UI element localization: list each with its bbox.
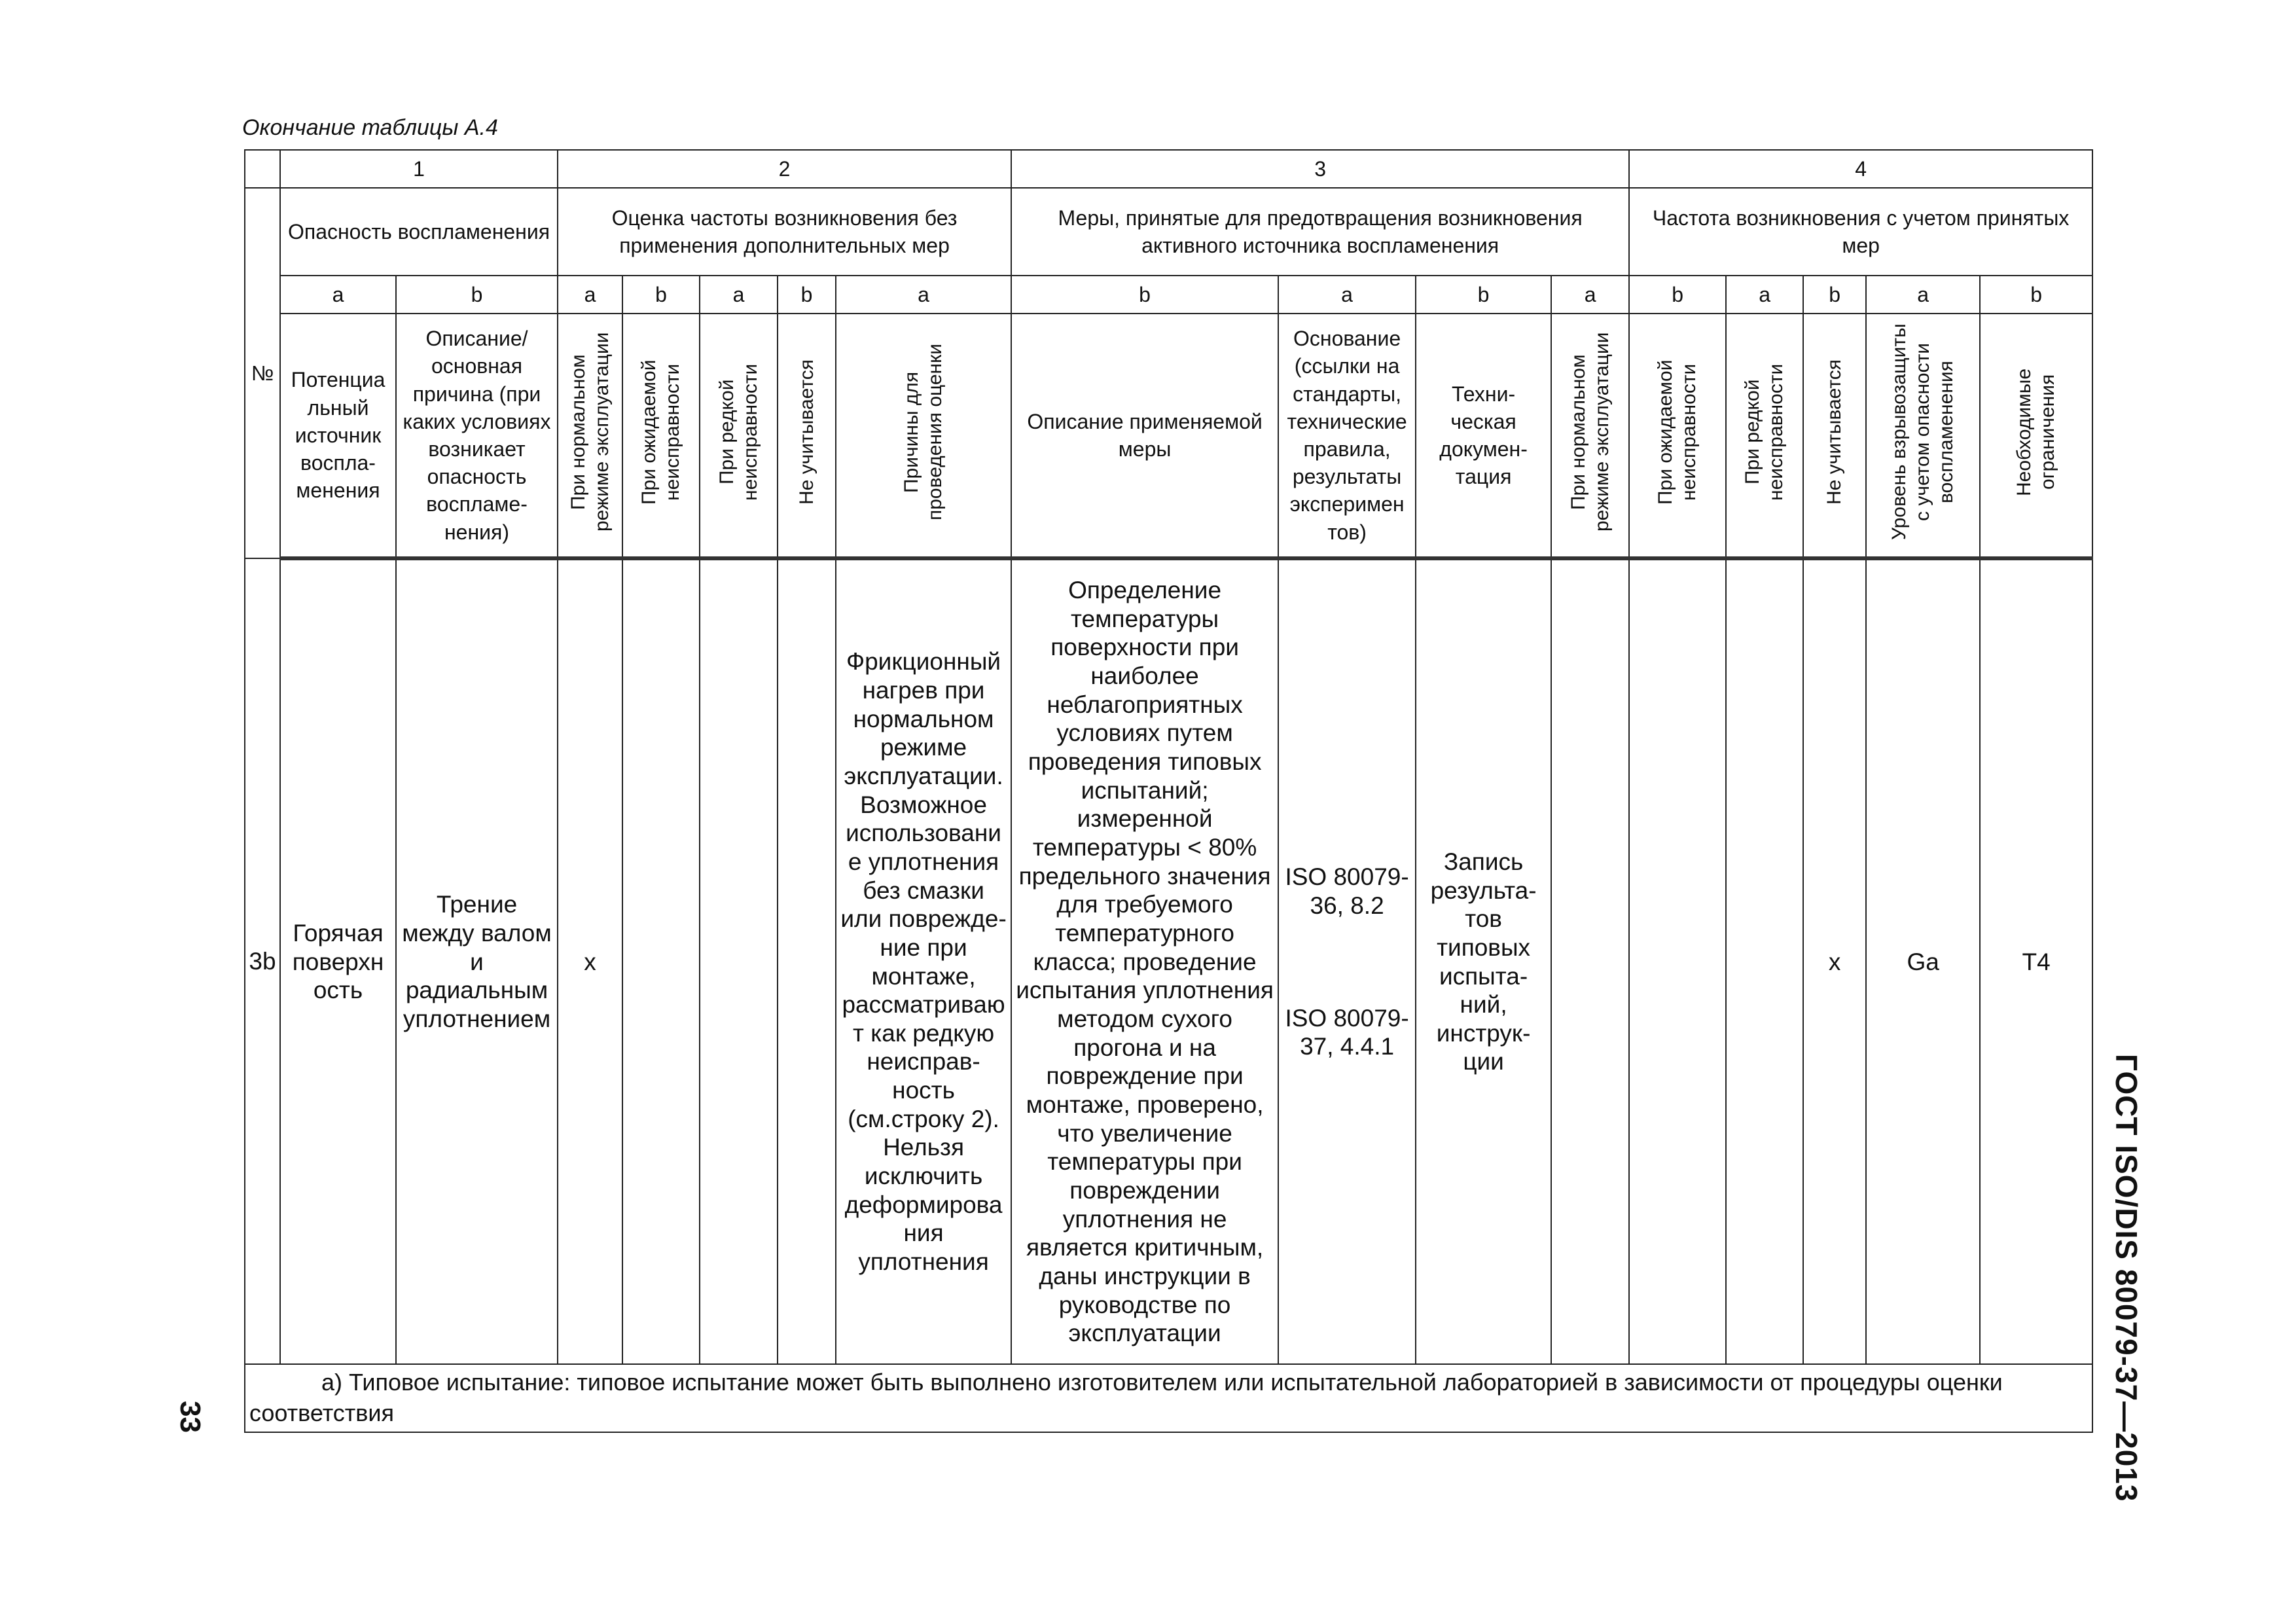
cell-normal-2 <box>1551 558 1629 1364</box>
col-header-description: Описание/ основная причина (при каких условиях возникает опасность воспламе-нения) <box>396 314 558 558</box>
col-header-tech-doc: Техни-ческая докумен-тация <box>1416 314 1551 558</box>
col-header-expected <box>622 314 700 558</box>
footnote-line-1: а) Типовое испытание: типовое испытание может быть выполнено изготовителем или испытательной лабораторией в зависимости от процедуры оценки <box>321 1369 2003 1396</box>
ab-label: b <box>1629 276 1726 314</box>
group-number-row <box>245 150 2092 188</box>
group-title-2: Оценка частоты возникновения без применения дополнительных мер <box>558 188 1011 276</box>
document-designation: ГОСТ ISO/DIS 80079-37—2013 <box>2109 1054 2144 1502</box>
col-header-rare-2-text: При редкой неисправности <box>1742 363 1787 501</box>
group-title-1: Опасность воспламенения <box>280 188 558 276</box>
group-title-3: Меры, принятые для предотвращения возникновения активного источника воспламенения <box>1011 188 1629 276</box>
col-header-not-considered-2-text: Не учитывается <box>1823 359 1846 505</box>
col-header-rare-2 <box>1726 314 1803 558</box>
basis-ref-2: ISO 80079-37, 4.4.1 <box>1285 1004 1409 1060</box>
cell-description: Трение между валом и радиальным уплотнением <box>396 558 558 1364</box>
col-header-not-considered <box>778 314 836 558</box>
col-header-rare <box>700 314 778 558</box>
group-title-row <box>245 188 2092 276</box>
cell-not-considered-2: x <box>1803 558 1866 1364</box>
col-header-epl-text: Уровень взрывозащиты с учетом опасности воспламенения <box>1888 323 1958 541</box>
ab-label: a <box>280 276 396 314</box>
ab-label: a <box>1866 276 1980 314</box>
cell-expected-2 <box>1629 558 1726 1364</box>
footnote-line-2: соответствия <box>249 1399 394 1426</box>
group-number-2: 2 <box>558 150 1011 188</box>
table-row <box>245 558 2092 1364</box>
col-header-normal-2-text: При нормальном режиме эксплуатации <box>1567 332 1613 532</box>
col-header-reasons-text: Причины для проведения оценки <box>901 343 946 520</box>
cell-epl: Ga <box>1866 558 1980 1364</box>
ab-label: a <box>836 276 1011 314</box>
ab-label: b <box>396 276 558 314</box>
ab-label: a <box>1551 276 1629 314</box>
basis-ref-1: ISO 80079-36, 8.2 <box>1285 863 1409 919</box>
col-header-potential-source: Потенциа льный источник воспла-менения <box>280 314 396 558</box>
cell-source: Горячая поверхн ость <box>280 558 396 1364</box>
cell-rare-2 <box>1726 558 1803 1364</box>
col-header-no: № <box>245 188 280 558</box>
corner-cell <box>245 150 280 188</box>
ab-label: a <box>700 276 778 314</box>
ab-label: b <box>1011 276 1278 314</box>
col-header-not-considered-2 <box>1803 314 1866 558</box>
col-header-expected-text: При ожидаемой неисправности <box>638 359 684 505</box>
col-header-reasons <box>836 314 1011 558</box>
cell-restrictions: T4 <box>1980 558 2092 1364</box>
ab-label: b <box>622 276 700 314</box>
col-header-expected-2-text: При ожидаемой неисправности <box>1655 359 1700 505</box>
group-number-4: 4 <box>1629 150 2092 188</box>
column-header-row <box>245 314 2092 558</box>
ab-label-row <box>245 276 2092 314</box>
ab-label: b <box>778 276 836 314</box>
ab-label: b <box>1980 276 2092 314</box>
col-header-not-considered-text: Не учитывается <box>795 359 817 505</box>
ab-label: a <box>1726 276 1803 314</box>
cell-normal: x <box>558 558 622 1364</box>
table-caption: Окончание таблицы А.4 <box>242 115 498 140</box>
col-header-measure-desc: Описание применяемой меры <box>1011 314 1278 558</box>
cell-tech-doc: Запись результа-тов типовых испыта-ний, инструк-ции <box>1416 558 1551 1364</box>
col-header-normal <box>558 314 622 558</box>
cell-no: 3b <box>245 558 280 1364</box>
cell-not-considered <box>778 558 836 1364</box>
footnote <box>245 1364 2092 1432</box>
group-number-3: 3 <box>1011 150 1629 188</box>
ab-label: b <box>1803 276 1866 314</box>
cell-reasons: Фрикционный нагрев при нормальном режиме эксплуатации. Возможное использовани е уплотнения без смазки или поврежде-ние при монтаже, рассматриваю т как редкую неисправ-ность (см.строку 2). Нельзя исключить деформирова ния уплотнения <box>836 558 1011 1364</box>
col-header-basis: Основание (ссылки на стандарты, технические правила, результаты эксперимен тов) <box>1278 314 1416 558</box>
group-title-4: Частота возникновения с учетом принятых мер <box>1629 188 2092 276</box>
cell-measure: Определение температуры поверхности при наиболее неблагоприятных условиях путем проведения типовых испытаний; измеренной температуры < 80% предельного значения для требуемого температурного класса; проведение испытания уплотнения методом сухого прогона и на повреждение при монтаже, проверено, что увеличение температуры при повреждении уплотнения не является критичным, даны инструкции в руководстве по эксплуатации <box>1011 558 1278 1364</box>
cell-expected <box>622 558 700 1364</box>
page-number: 33 <box>174 1401 206 1433</box>
col-header-rare-text: При редкой неисправности <box>715 363 761 501</box>
col-header-epl <box>1866 314 1980 558</box>
ab-label: b <box>1416 276 1551 314</box>
col-header-normal-text: При нормальном режиме эксплуатации <box>567 332 613 532</box>
ab-label: a <box>1278 276 1416 314</box>
hazard-table <box>244 149 2093 1433</box>
col-header-normal-2 <box>1551 314 1629 558</box>
col-header-expected-2 <box>1629 314 1726 558</box>
footnote-row <box>245 1364 2092 1432</box>
ab-label: a <box>558 276 622 314</box>
cell-basis <box>1278 558 1416 1364</box>
col-header-restrictions <box>1980 314 2092 558</box>
group-number-1: 1 <box>280 150 558 188</box>
col-header-restrictions-text: Необходимые ограничения <box>2013 368 2059 496</box>
cell-rare <box>700 558 778 1364</box>
